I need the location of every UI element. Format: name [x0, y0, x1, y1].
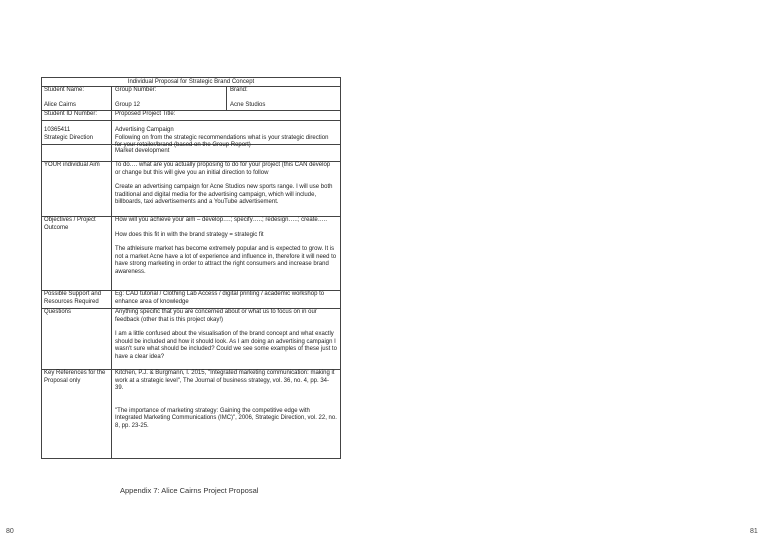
reference-1: Kitchen, P.J. & Burgmann, I. 2015, "Integrated marketing communication: making it work at a strategic level", The Journal of business strategy, vol. 36, no. 4, pp. 34-39.: [115, 370, 335, 391]
project-title-label: Proposed Project Title:: [115, 111, 176, 117]
project-title-cell: [112, 121, 340, 148]
strategic-direction-answer: Market development: [115, 148, 170, 154]
brand-label: Brand:: [230, 87, 248, 93]
references-label: Key References for the Proposal only: [42, 370, 112, 458]
student-name-value: Alice Cairns: [44, 101, 77, 108]
appendix-caption: Appendix 7: Alice Cairns Project Proposal: [120, 486, 259, 495]
questions-prompt: Anything specific that you are concerned about or what us to focus on in our feedback (other that is this project okay!): [115, 309, 317, 323]
student-name-cell: [42, 87, 112, 110]
aim-cell: [112, 162, 340, 216]
form-title: Individual Proposal for Strategic Brand Concept: [42, 78, 340, 87]
group-number-label: Group Number:: [115, 87, 157, 93]
objectives-prompt: How will you achieve your aim – develop….; specify…..; redesign…..; create…..: [115, 217, 328, 223]
questions-answer: I am a little confused about the visualisation of the brand concept and what exactly should be included and how it should look. As I am doing an advertising campaign I wasn't sure what should be included? Could we see some examples of these just to have a clear idea?: [115, 331, 337, 360]
brand-value: Acne Studios: [230, 101, 266, 108]
reference-2: "The importance of marketing strategy: Gaining the competitive edge with Integrated Marketing Communications (IMC)", 2006, Strategic Direction, vol. 22, no. 8, pp. 23-25.: [115, 407, 337, 429]
aim-label: YOUR individual Aim: [42, 162, 112, 216]
student-name-label: Student Name:: [44, 87, 85, 93]
objectives-answer: The athleisure market has become extremely popular and is expected to grow. It is not a market Acne have a lot of experience and influence in, therefore it will need to have strong marketing in order to attract the right consumers and increase brand awareness.: [115, 246, 337, 275]
questions-cell: [112, 309, 340, 369]
references-cell: [112, 370, 340, 458]
strategic-direction-answer-cell: [112, 145, 340, 161]
objectives-label: Objectives / Project Outcome: [42, 217, 112, 290]
page-number-left: 80: [6, 528, 14, 535]
group-brand-cell: [112, 87, 340, 110]
proposal-form: [41, 77, 341, 459]
questions-label: Questions: [42, 309, 112, 369]
student-id-cell: [42, 121, 112, 144]
strategic-direction-prompt: Following on from the strategic recommendations what is your strategic direction for your retailer/brand (based on the Group Report): [115, 134, 329, 148]
support-label: Possible Support and Resources Required: [42, 291, 112, 308]
support-answer: Eg: CAD tutorial / Clothing Lab Access / digital printing / academic workshop to enhance area of knowledge: [115, 291, 325, 305]
row-student-id-label: [42, 111, 340, 121]
project-title-value: Advertising Campaign: [115, 127, 174, 133]
student-id-value: 10365411: [44, 127, 71, 133]
strategic-direction-spacer: [42, 145, 112, 161]
aim-prompt: To do…. what are you actually proposing to do for your project (this CAN develop or change but this will give you an initial direction to follow: [115, 162, 331, 176]
row-questions: [42, 309, 340, 370]
row-support: [42, 291, 340, 309]
strategic-direction-label: Strategic Direction: [44, 134, 94, 141]
row-objectives: [42, 217, 340, 291]
row-aim: [42, 162, 340, 217]
brand-cell: [227, 87, 340, 110]
row-references: [42, 370, 340, 458]
objectives-fit: How does this fit in with the brand strategy = strategic fit: [115, 231, 264, 238]
aim-answer: Create an advertising campaign for Acne Studios new sports range. I will use both traditional and digital media for the advertising campaign, which will include, billboards, taxi advertisements and a YouTube advertisement.: [115, 184, 333, 205]
page-number-right: 81: [750, 528, 758, 535]
student-id-label: Student ID Number:: [42, 111, 112, 120]
row-student-name: [42, 87, 340, 111]
group-number-cell: [112, 87, 227, 110]
group-number-value: Group 12: [115, 101, 141, 108]
row-student-id: [42, 121, 340, 148]
row-strategic-direction: [42, 145, 340, 162]
objectives-cell: [112, 217, 340, 290]
